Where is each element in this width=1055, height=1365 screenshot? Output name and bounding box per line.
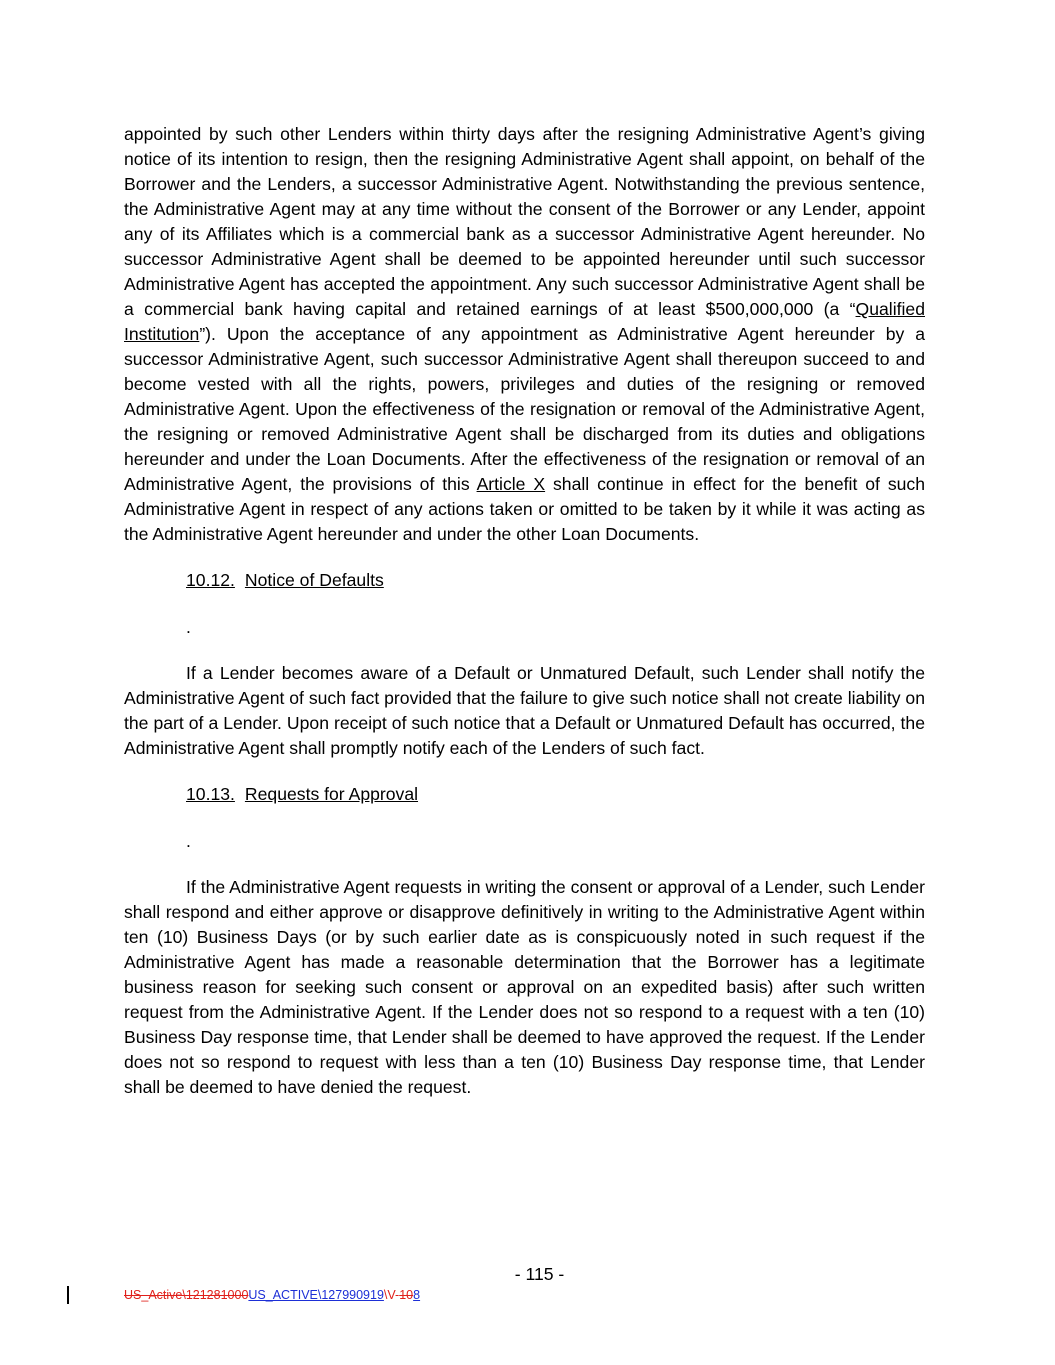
section-title: Notice of Defaults	[244, 570, 384, 590]
section-title: Requests for Approval	[244, 784, 419, 804]
document-id	[124, 1287, 420, 1303]
version-deleted: 10	[399, 1288, 414, 1302]
section-heading-10-12	[186, 568, 925, 593]
change-bar	[67, 1286, 69, 1304]
paragraph-text: shall continue in effect for the benefit of such Administrative Agent in respect of any actions taken or omitted to be taken by it while it was acting as the Administrative Agent hereunder and under the other Loan Documents.	[124, 474, 925, 544]
section-heading-10-13	[186, 782, 925, 807]
version-inserted: 8	[413, 1288, 421, 1302]
section-number: 10.13.	[186, 784, 235, 804]
page-number: - 115 -	[514, 1264, 565, 1284]
paragraph-text: ”). Upon the acceptance of any appointment as Administrative Agent hereunder by a successor Administrative Agent, such successor Administrative Agent shall thereupon succeed to and become vested with all the rights, powers, privileges and duties of the resigning or removed Administrative Agent. Upon the effectiveness of the resignation or removal of the Administrative Agent, the resigning or removed Administrative Agent shall be discharged from its duties and obligations hereunder and under the Loan Documents. After the effectiveness of the resignation or removal of an Administrative Agent, the provisions of this	[124, 324, 925, 494]
paragraph-successor-agent	[124, 122, 925, 547]
section-dot: .	[186, 617, 191, 637]
cross-reference-article-x: Article X	[476, 474, 546, 494]
paragraph-text: appointed by such other Lenders within thirty days after the resigning Administrative Agent’s giving notice of its intention to resign, then the resigning Administrative Agent shall appoint, on behalf of the Borrower and the Lenders, a successor Administrative Agent. Notwithstanding the previous sentence, the Administrative Agent may at any time without the consent of the Borrower or any Lender, appoint any of its Affiliates which is a commercial bank as a successor Administrative Agent hereunder. No successor Administrative Agent shall be deemed to be appointed hereunder until such successor Administrative Agent has accepted the appointment. Any such successor Administrative Agent shall be a commercial bank having capital and retained earnings of at least $500,000,000 (a “	[124, 124, 925, 319]
paragraph-requests-for-approval: If the Administrative Agent requests in writing the consent or approval of a Lender, such Lender shall respond and either approve or disapprove definitively in writing to the Administrative Agent within ten (10) Business Days (or by such earlier date as is conspicuously noted in such request if the Administrative Agent has made a reasonable determination that the Borrower has a legitimate business reason for seeking such consent or approval on an expedited basis) after such written request from the Administrative Agent. If the Lender does not so respond to a request with a ten (10) Business Day response time, that Lender shall be deemed to have approved the request. If the Lender does not so respond to request with less than a ten (10) Business Day response time, that Lender shall be deemed to have denied the request.	[124, 877, 925, 1097]
doc-id-deleted: US_Active\121281000	[124, 1288, 249, 1302]
doc-id-inserted: US_ACTIVE\127990919	[248, 1288, 384, 1302]
doc-id-separator: \V-	[383, 1288, 400, 1302]
defined-term-qualified-institution: Qualified Institution	[124, 299, 925, 344]
section-number: 10.12.	[186, 570, 235, 590]
paragraph-notice-of-defaults: If a Lender becomes aware of a Default or Unmatured Default, such Lender shall notify the Administrative Agent of such fact provided that the failure to give such notice shall not create liability on the part of a Lender. Upon receipt of such notice that a Default or Unmatured Default has occurred, the Administrative Agent shall promptly notify each of the Lenders of such fact.	[124, 663, 925, 758]
section-dot: .	[186, 831, 191, 851]
page-body	[124, 122, 925, 1100]
